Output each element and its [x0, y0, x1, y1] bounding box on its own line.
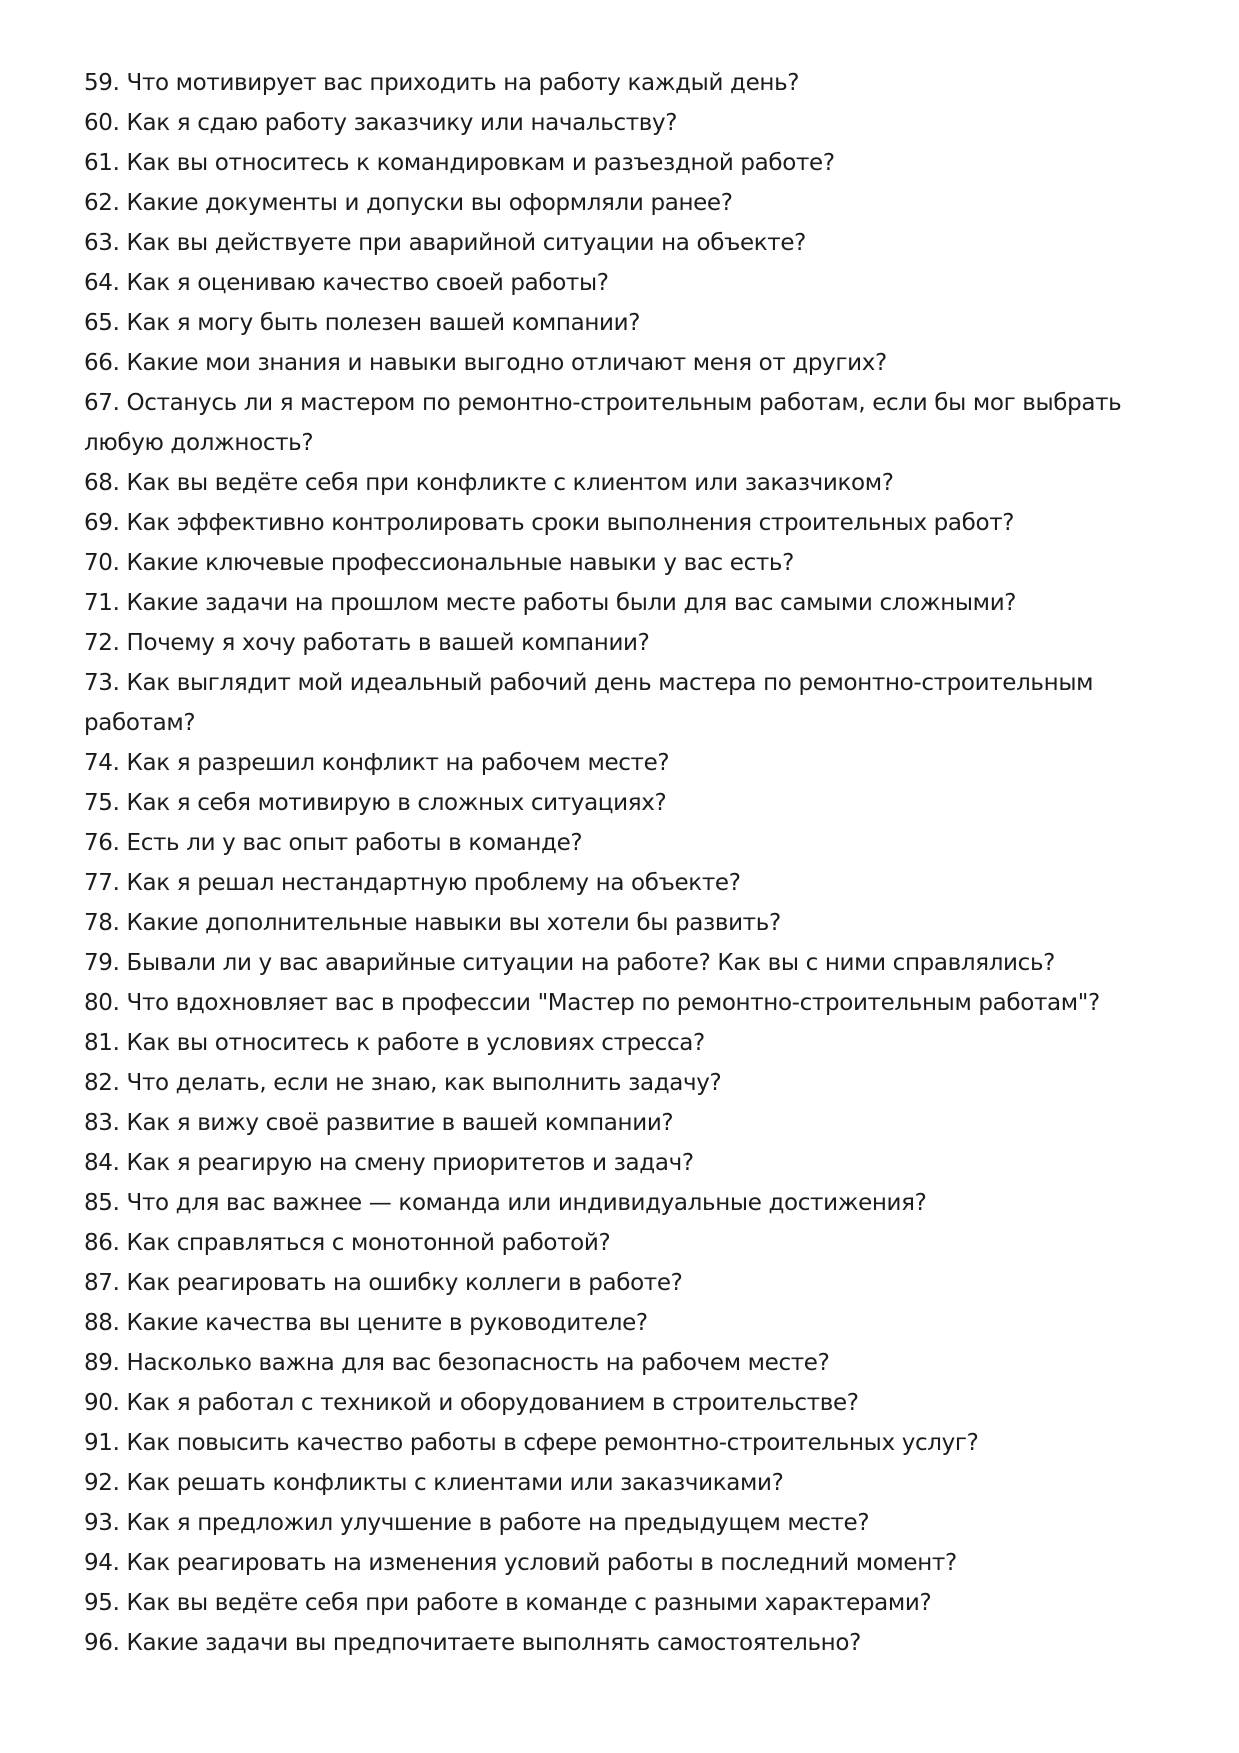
question-item	[84, 1583, 1124, 1623]
question-text: Какие дополнительные навыки вы хотели бы развить?	[126, 910, 781, 936]
question-text: Как реагировать на изменения условий работы в последний момент?	[126, 1550, 957, 1576]
question-item	[84, 1263, 1124, 1303]
question-number: 74.	[84, 750, 120, 776]
question-item	[84, 1543, 1124, 1583]
question-number: 87.	[84, 1270, 120, 1296]
question-number: 83.	[84, 1110, 120, 1136]
question-number: 59.	[84, 70, 120, 96]
question-item	[84, 263, 1124, 303]
question-item	[84, 1383, 1124, 1423]
question-number: 89.	[84, 1350, 120, 1376]
question-number: 75.	[84, 790, 120, 816]
question-number: 63.	[84, 230, 120, 256]
question-item	[84, 543, 1124, 583]
question-number: 64.	[84, 270, 120, 296]
question-text: Как решать конфликты с клиентами или заказчиками?	[126, 1470, 784, 1496]
question-number: 69.	[84, 510, 120, 536]
question-text: Как эффективно контролировать сроки выполнения строительных работ?	[126, 510, 1015, 536]
question-item	[84, 343, 1124, 383]
question-text: Как вы относитесь к работе в условиях стресса?	[126, 1030, 705, 1056]
question-text: Как я решал нестандартную проблему на объекте?	[126, 870, 741, 896]
question-item	[84, 1023, 1124, 1063]
question-number: 85.	[84, 1190, 120, 1216]
question-text: Насколько важна для вас безопасность на рабочем месте?	[126, 1350, 830, 1376]
question-number: 88.	[84, 1310, 120, 1336]
question-text: Как вы действуете при аварийной ситуации на объекте?	[126, 230, 807, 256]
question-text: Как я сдаю работу заказчику или начальству?	[126, 110, 678, 136]
question-item	[84, 903, 1124, 943]
question-text: Что вдохновляет вас в профессии "Мастер по ремонтно-строительным работам"?	[126, 990, 1100, 1016]
question-item	[84, 143, 1124, 183]
question-number: 91.	[84, 1430, 120, 1456]
question-item	[84, 1503, 1124, 1543]
question-number: 67.	[84, 390, 120, 416]
question-item	[84, 503, 1124, 543]
question-number: 68.	[84, 470, 120, 496]
question-item	[84, 743, 1124, 783]
question-item	[84, 1063, 1124, 1103]
question-text: Как я предложил улучшение в работе на предыдущем месте?	[126, 1510, 870, 1536]
question-number: 73.	[84, 670, 120, 696]
question-item	[84, 223, 1124, 263]
question-item	[84, 1623, 1124, 1663]
question-number: 65.	[84, 310, 120, 336]
question-item	[84, 863, 1124, 903]
question-number: 72.	[84, 630, 120, 656]
question-number: 92.	[84, 1470, 120, 1496]
question-text: Какие качества вы цените в руководителе?	[126, 1310, 648, 1336]
question-item	[84, 183, 1124, 223]
question-item	[84, 783, 1124, 823]
question-number: 61.	[84, 150, 120, 176]
question-item	[84, 943, 1124, 983]
question-text: Как я реагирую на смену приоритетов и задач?	[126, 1150, 694, 1176]
question-text: Как реагировать на ошибку коллеги в работе?	[126, 1270, 683, 1296]
question-text: Как вы ведёте себя при работе в команде с разными характерами?	[126, 1590, 932, 1616]
question-number: 81.	[84, 1030, 120, 1056]
question-text: Какие задачи на прошлом месте работы были для вас самыми сложными?	[126, 590, 1017, 616]
question-item	[84, 583, 1124, 623]
question-number: 66.	[84, 350, 120, 376]
question-number: 76.	[84, 830, 120, 856]
question-item	[84, 303, 1124, 343]
question-text: Есть ли у вас опыт работы в команде?	[126, 830, 583, 856]
question-item	[84, 103, 1124, 143]
question-number: 84.	[84, 1150, 120, 1176]
question-text: Что мотивирует вас приходить на работу каждый день?	[126, 70, 800, 96]
question-number: 60.	[84, 110, 120, 136]
question-text: Что для вас важнее — команда или индивидуальные достижения?	[126, 1190, 927, 1216]
question-text: Что делать, если не знаю, как выполнить задачу?	[126, 1070, 722, 1096]
question-item	[84, 383, 1124, 463]
question-text: Как я оцениваю качество своей работы?	[126, 270, 609, 296]
question-number: 95.	[84, 1590, 120, 1616]
question-item	[84, 823, 1124, 863]
question-item	[84, 1223, 1124, 1263]
question-text: Как вы относитесь к командировкам и разъездной работе?	[126, 150, 835, 176]
question-list	[84, 63, 1124, 1663]
question-item	[84, 63, 1124, 103]
question-text: Какие ключевые профессиональные навыки у вас есть?	[126, 550, 794, 576]
question-item	[84, 1183, 1124, 1223]
question-number: 62.	[84, 190, 120, 216]
question-number: 71.	[84, 590, 120, 616]
question-text: Как я могу быть полезен вашей компании?	[126, 310, 641, 336]
question-text: Какие задачи вы предпочитаете выполнять самостоятельно?	[126, 1630, 861, 1656]
question-text: Почему я хочу работать в вашей компании?	[126, 630, 650, 656]
question-item	[84, 1103, 1124, 1143]
question-text: Как я разрешил конфликт на рабочем месте?	[126, 750, 670, 776]
question-number: 79.	[84, 950, 120, 976]
question-number: 70.	[84, 550, 120, 576]
question-number: 94.	[84, 1550, 120, 1576]
question-item	[84, 1343, 1124, 1383]
question-item	[84, 1303, 1124, 1343]
question-text: Какие мои знания и навыки выгодно отличают меня от других?	[126, 350, 887, 376]
question-item	[84, 1463, 1124, 1503]
question-item	[84, 623, 1124, 663]
question-item	[84, 1143, 1124, 1183]
question-item	[84, 663, 1124, 743]
question-text: Как вы ведёте себя при конфликте с клиентом или заказчиком?	[126, 470, 894, 496]
question-number: 96.	[84, 1630, 120, 1656]
question-text: Какие документы и допуски вы оформляли ранее?	[126, 190, 733, 216]
question-text: Останусь ли я мастером по ремонтно-строительным работам, если бы мог выбрать любую должность?	[84, 390, 1122, 456]
question-number: 80.	[84, 990, 120, 1016]
question-number: 86.	[84, 1230, 120, 1256]
question-number: 93.	[84, 1510, 120, 1536]
question-text: Бывали ли у вас аварийные ситуации на работе? Как вы с ними справлялись?	[126, 950, 1056, 976]
question-text: Как я себя мотивирую в сложных ситуациях?	[126, 790, 667, 816]
question-text: Как выглядит мой идеальный рабочий день мастера по ремонтно-строительным работам?	[84, 670, 1094, 736]
question-item	[84, 1423, 1124, 1463]
question-text: Как повысить качество работы в сфере ремонтно-строительных услуг?	[126, 1430, 979, 1456]
question-number: 78.	[84, 910, 120, 936]
question-text: Как я работал с техникой и оборудованием в строительстве?	[126, 1390, 859, 1416]
question-text: Как я вижу своё развитие в вашей компании?	[126, 1110, 674, 1136]
question-text: Как справляться с монотонной работой?	[126, 1230, 611, 1256]
question-number: 90.	[84, 1390, 120, 1416]
question-item	[84, 463, 1124, 503]
question-item	[84, 983, 1124, 1023]
question-number: 82.	[84, 1070, 120, 1096]
question-number: 77.	[84, 870, 120, 896]
